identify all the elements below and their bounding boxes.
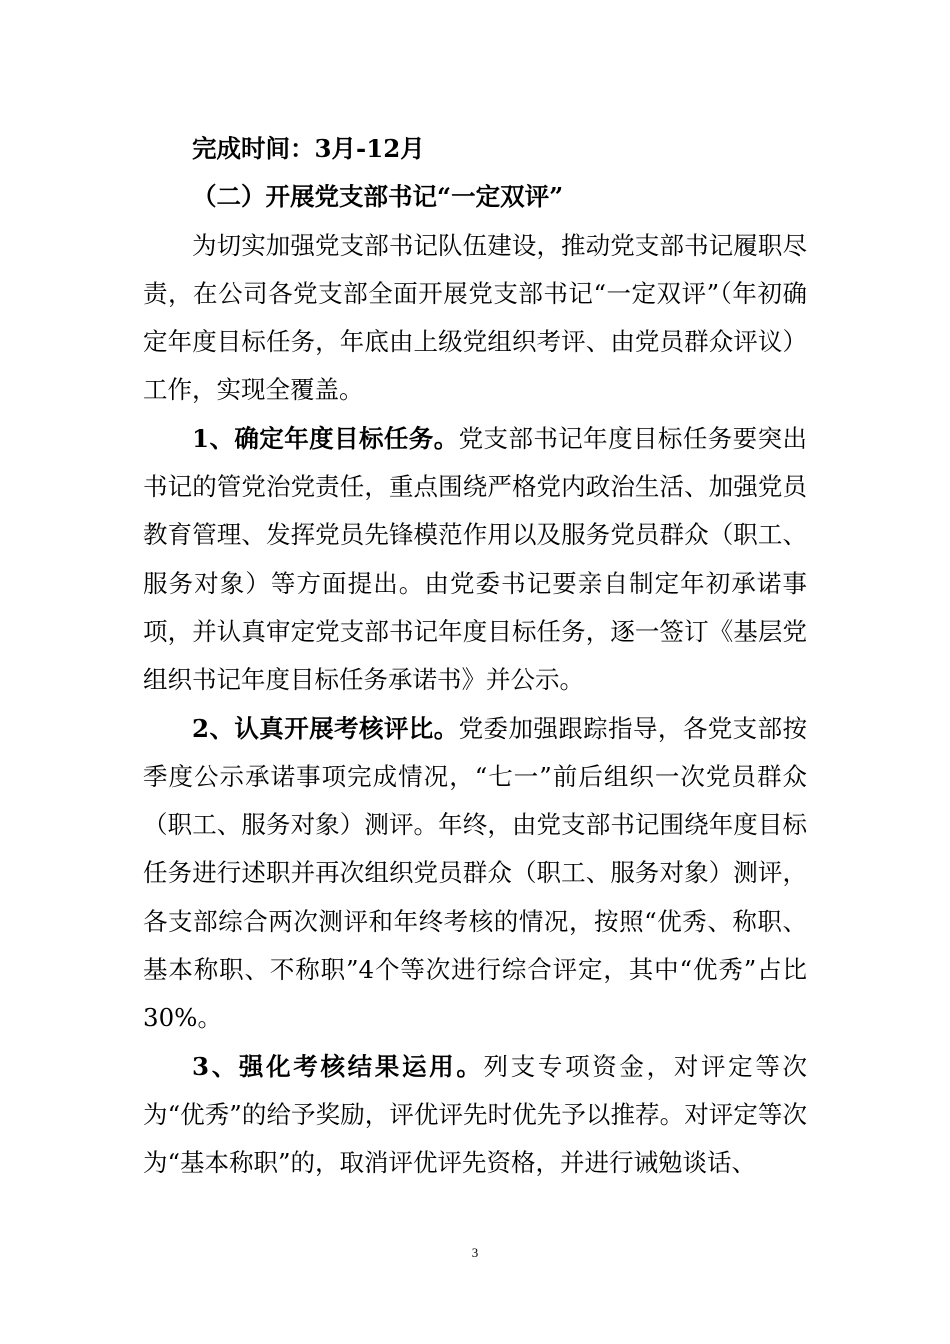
page-number: 3 — [471, 1245, 479, 1260]
item-body-1: 党支部书记年度目标任务要突出书记的管党治党责任，重点围绕严格党内政治生活、加强党员教育管理、发挥党员先锋模范作用以及服务党员群众（职工、服务对象）等方面提出。由党委书记要亲自制定年初承诺事项，并认真审定党支部书记年度目标任务，逐一签订《基层党组织书记年度目标任务承诺书》并公示。 — [143, 423, 807, 695]
completion-time: 完成时间：3月-12月 — [192, 134, 425, 163]
item-title-3: 3、强化考核结果运用。 — [192, 1051, 484, 1081]
item-title-1: 1、确定年度目标任务。 — [192, 423, 459, 453]
item-paragraph-2 — [143, 705, 807, 1043]
item-body-2: 党委加强跟踪指导，各党支部按季度公示承诺事项完成情况，“七一”前后组织一次党员群众（职工、服务对象）测评。年终，由党支部书记围绕年度目标任务进行述职并再次组织党员群众（职工、服务对象）测评，各支部综合两次测评和年终考核的情况，按照“优秀、称职、基本称职、不称职”4个等次进行综合评定，其中“优秀”占比30%。 — [143, 713, 807, 1033]
intro-paragraph: 为切实加强党支部书记队伍建设，推动党支部书记履职尽责，在公司各党支部全面开展党支部书记“一定双评”（年初确定年度目标任务，年底由上级党组织考评、由党员群众评议）工作，实现全覆盖。 — [143, 230, 807, 405]
document-body — [143, 125, 807, 1188]
item-title-2: 2、认真开展考核评比。 — [192, 713, 459, 743]
item-paragraph-1 — [143, 415, 807, 705]
section-heading: （二）开展党支部书记“一定双评” — [192, 182, 564, 212]
item-body-3: 列支专项资金，对评定等次为“优秀”的给予奖励，评优评先时优先予以推荐。对评定等次为“基本称职”的，取消评优评先资格，并进行诫勉谈话、 — [143, 1051, 808, 1178]
item-paragraph-3 — [143, 1043, 807, 1188]
